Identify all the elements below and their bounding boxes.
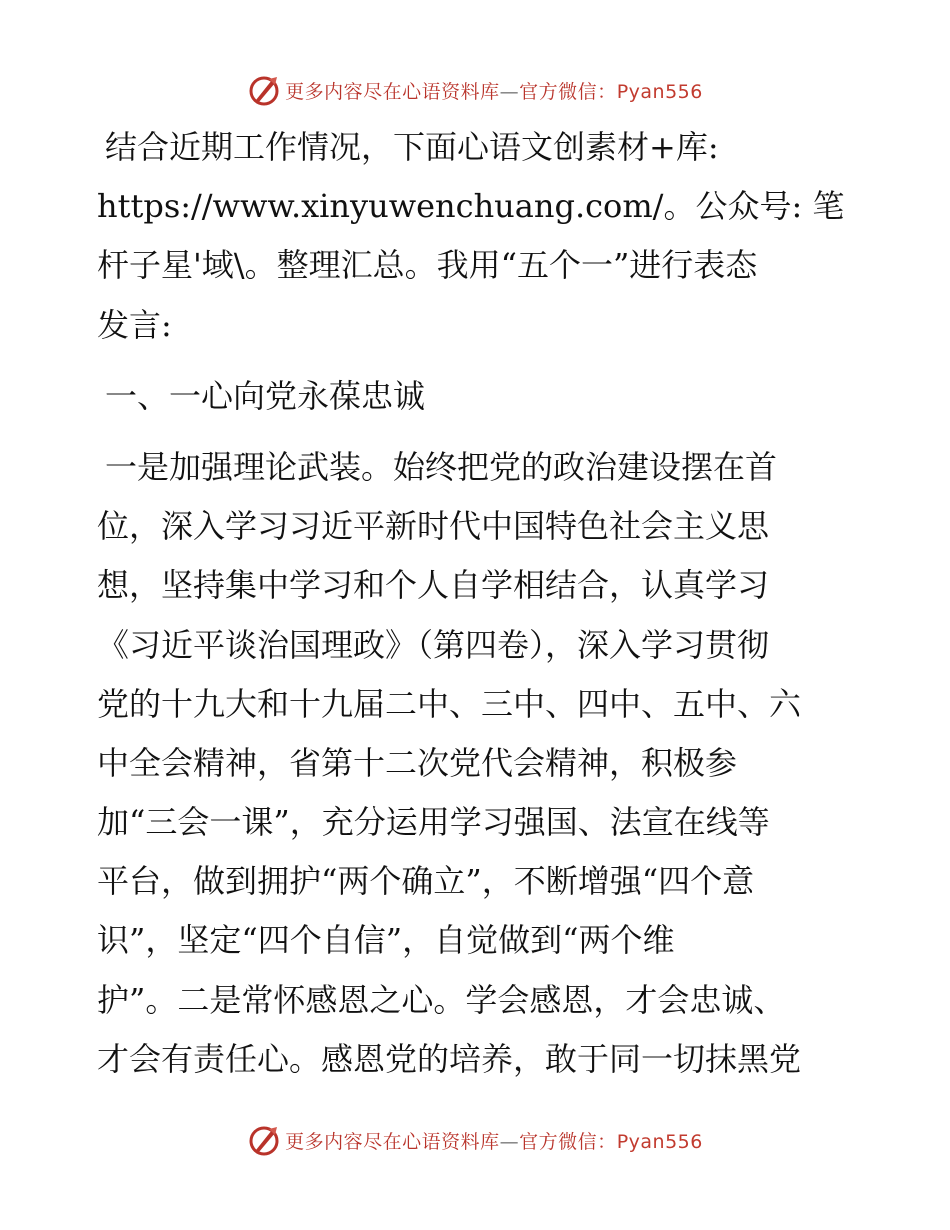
text-line: https://www.xinyuwenchuang.com/。公众号: 笔 [97,187,845,226]
text-line: 一是加强理论武装。始终把党的政治建设摆在首 [105,447,778,486]
watermark-text: 更多内容尽在心语资料库—官方微信：Pyan556 [285,80,703,103]
text-line: 想，坚持集中学习和个人自学相结合，认真学习 [97,566,770,605]
section-heading [97,367,857,426]
body-paragraph [97,438,857,1089]
text-line: 结合近期工作情况，下面心语文创素材+库: [105,128,719,166]
watermark-text: 更多内容尽在心语资料库—官方微信：Pyan556 [285,1130,703,1153]
heading-line: 一、一心向党永葆忠诚 [105,376,426,415]
text-line: 《习近平谈治国理政》（第四卷），深入学习贯彻 [97,625,770,664]
text-line: 发言: [97,305,172,344]
text-line: 才会有责任心。感恩党的培养，敢于同一切抹黑党 [97,1039,802,1078]
quill-pen-circle-icon [247,73,281,107]
footer-watermark-banner [0,1120,950,1160]
text-line: 位，深入学习习近平新时代中国特色社会主义思 [97,507,770,546]
text-line: 护”。二是常怀感恩之心。学会感恩，才会忠诚、 [97,980,786,1019]
document-body [97,118,857,1089]
text-line: 党的十九大和十九届二中、三中、四中、五中、六 [97,684,802,723]
text-line: 加“三会一课”，充分运用学习强国、法宣在线等 [97,803,770,842]
header-watermark-banner [0,70,950,110]
quill-pen-circle-icon [247,1123,281,1157]
text-line: 识”，坚定“四个自信”，自觉做到“两个维 [97,921,675,960]
intro-paragraph [97,118,857,355]
text-line: 杆子星'域\。整理汇总。我用“五个一”进行表态 [97,246,758,285]
text-line: 中全会精神，省第十二次党代会精神，积极参 [97,743,738,782]
text-line: 平台，做到拥护“两个确立”，不断增强“四个意 [97,862,755,901]
